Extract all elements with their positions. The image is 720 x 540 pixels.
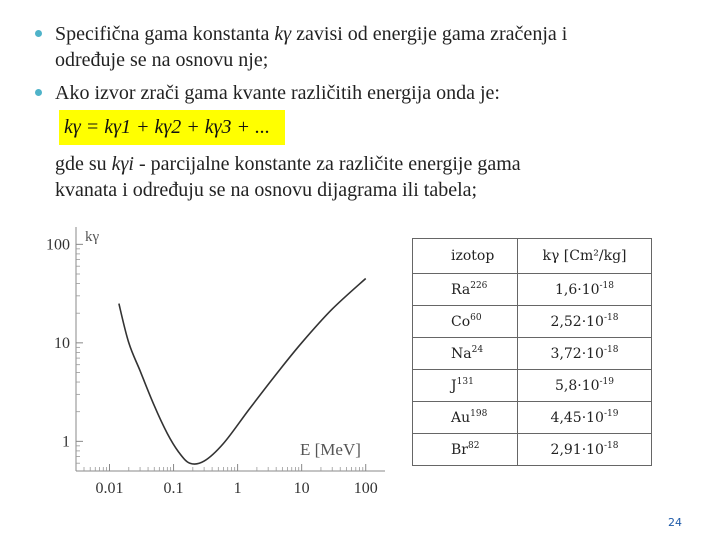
k-gamma-i-symbol: kγi [111,153,134,175]
bullet-1-line-1: Specifična gama konstanta kγ zavisi od energije gama zračenja i [55,23,568,45]
k-gamma-cell: $2,52\cdot 10^{-18}$ [518,306,652,338]
header-k-gamma: kγ [Cm²/kg] [518,239,652,274]
y-tick-label: 10 [54,334,70,352]
table-row [413,402,652,434]
k-gamma-cell: $5,8\cdot 10^{-19}$ [518,370,652,402]
x-tick-label: 10 [293,480,310,497]
isotope-cell: Ra$^{226}$ [413,274,518,306]
bullet-marker [35,89,42,96]
isotope-cell: Co$^{60}$ [413,306,518,338]
isotope-cell: Br$^{82}$ [413,434,518,466]
header-isotope: izotop [413,239,518,274]
bullet-1-line-2: određuje se na osnovu nje; [55,49,269,71]
table-row [413,306,652,338]
x-tick-label: 0.1 [163,480,184,497]
k-gamma-cell: $4,45\cdot 10^{-19}$ [518,402,652,434]
k-gamma-cell: $1,6\cdot 10^{-18}$ [518,274,652,306]
table-row [413,338,652,370]
isotope-table [412,238,652,466]
isotope-cell: Au$^{198}$ [413,402,518,434]
isotope-cell: $J^{131}$ [413,370,518,402]
x-axis-label: E [MeV] [300,440,361,459]
note-line-1: gde su kγi - parcijalne konstante za različite energije gama [55,153,521,175]
bullet-marker [35,30,42,37]
isotope-cell: Na$^{24}$ [413,338,518,370]
k-gamma-cell: $3,72\cdot 10^{-18}$ [518,338,652,370]
formula: kγ = kγ1 + kγ2 + kγ3 + ... [64,116,271,138]
y-axis-label: kγ [85,229,100,245]
page-number: 24 [668,516,682,529]
x-tick-label: 1 [233,480,242,497]
x-tick-label: 0.01 [95,480,124,497]
table-row [413,274,652,306]
y-tick-label: 100 [46,236,70,254]
table-row [413,370,652,402]
k-gamma-cell: $2,91\cdot 10^{-18}$ [518,434,652,466]
x-tick-label: 100 [353,480,378,497]
table-row [413,434,652,466]
table-header-row [413,239,652,274]
k-gamma-symbol: kγ [274,23,292,45]
bullet-2-line-1: Ako izvor zrači gama kvante različitih energija onda je: [55,82,500,104]
y-tick-label: 1 [62,433,70,451]
note-line-2: kvanata i određuju se na osnovu dijagrama ili tabela; [55,179,478,201]
energy-dependence-chart [35,217,388,500]
chart-svg [35,217,388,500]
